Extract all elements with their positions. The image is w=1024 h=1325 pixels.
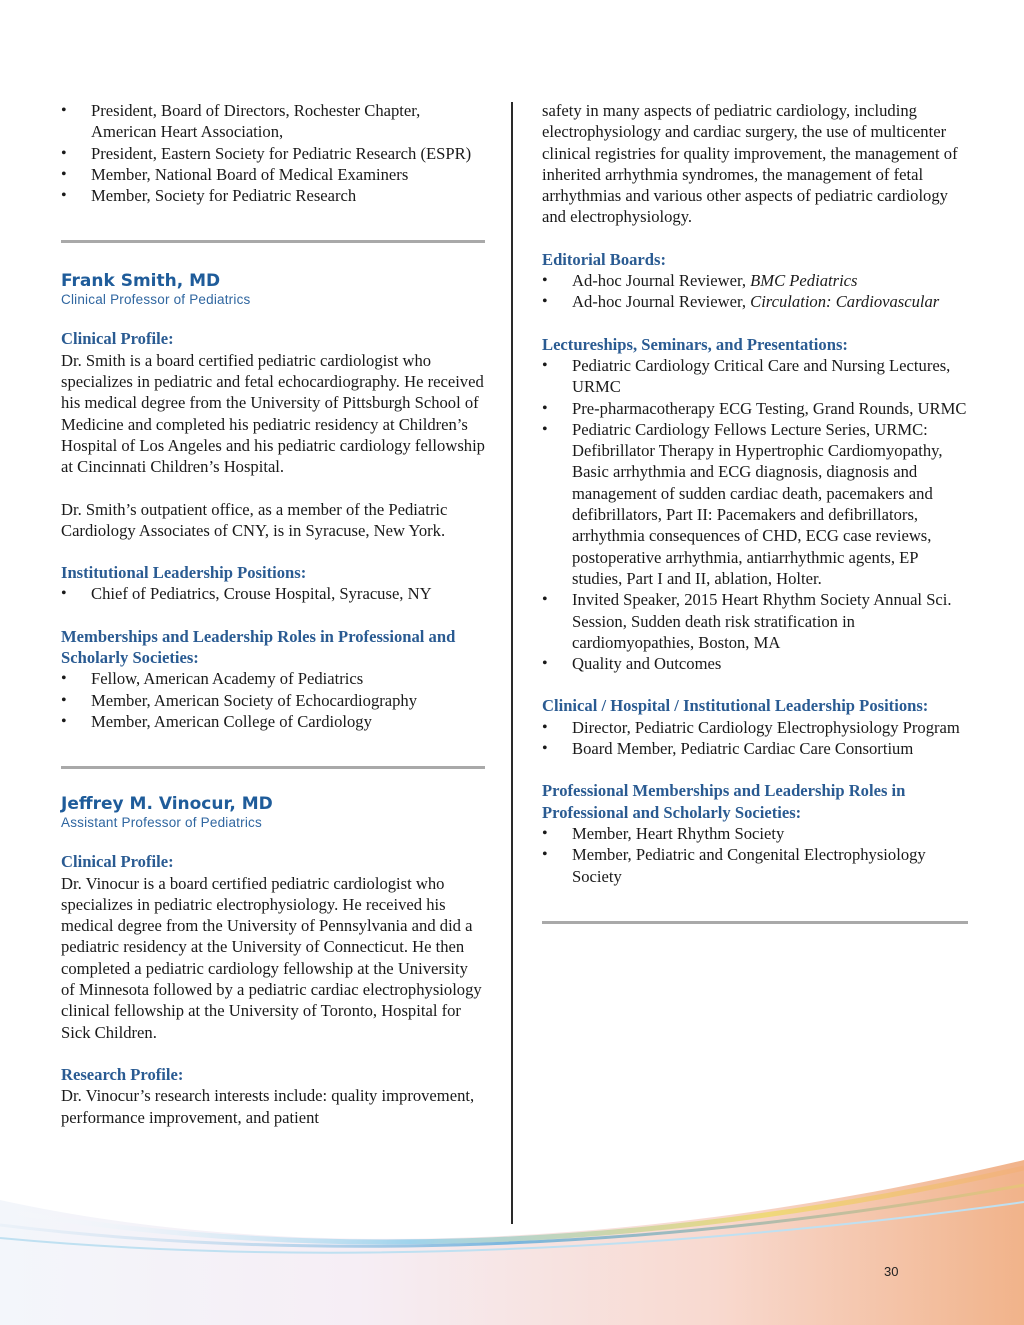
journal-name: BMC Pediatrics <box>750 271 858 291</box>
list-item: • Member, American Society of Echocardiography <box>61 690 485 711</box>
faculty-title-vinocur: Assistant Professor of Pediatrics <box>61 815 262 831</box>
institutional-leadership-list <box>61 583 485 604</box>
outpatient-office-text: Dr. Smith’s outpatient office, as a member of the Pediatric Cardiology Associates of CNY, is in Syracuse, New York. <box>61 499 448 540</box>
list-item: • Quality and Outcomes <box>542 653 968 674</box>
list-item: • President, Eastern Society for Pediatric Research (ESPR) <box>61 143 485 164</box>
list-item: • Pediatric Cardiology Critical Care and Nursing Lectures, URMC <box>542 355 968 398</box>
journal-name: Circulation: Cardiovascular <box>750 292 940 312</box>
clinical-profile-text: Dr. Smith is a board certified pediatric cardiologist who specializes in pediatric and fetal echocardiography. He received his medical degree from the University of Pittsburgh School of Medicine and completed his pediatric residency at Children’s Hospital of Los Angeles and his pediatric cardiology fellowship at Cincinnati Children’s Hospital. <box>61 350 485 477</box>
list-item: • Member, Heart Rhythm Society <box>542 823 968 844</box>
column-divider <box>511 102 513 1224</box>
list-item: • Ad-hoc Journal Reviewer, BMC Pediatrics <box>542 270 968 291</box>
research-profile-text: Dr. Vinocur’s research interests include: quality improvement, performance improvement, and patient <box>61 1086 475 1127</box>
list-item: • Member, Society for Pediatric Research <box>61 185 485 206</box>
faculty-title-smith: Clinical Professor of Pediatrics <box>61 292 251 308</box>
right-column <box>542 100 968 924</box>
list-item: • Director, Pediatric Cardiology Electrophysiology Program <box>542 717 968 738</box>
page-number: 30 <box>884 1264 899 1279</box>
faculty-name-smith: Frank Smith, MD <box>61 271 221 292</box>
list-item: • Pediatric Cardiology Fellows Lecture Series, URMC: Defibrillator Therapy in Hypertrophic Cardiomyopathy, Basic arrhythmia and ECG diagnosis, diagnosis and management of sudden cardiac death, pacemakers and defibrillators, Part II: Pacemakers and defibrillators, arrhythmia consequences of CHD, ECG case reviews, postoperative arrhythmia, antiarrhythmic agents, EP studies, Part I and II, ablation, Holter. <box>542 419 968 589</box>
list-item: • Board Member, Pediatric Cardiac Care Consortium <box>542 738 968 759</box>
list-item: • Pre-pharmacotherapy ECG Testing, Grand Rounds, URMC <box>542 398 968 419</box>
left-column <box>61 100 485 1128</box>
clinical-profile-text: Dr. Vinocur is a board certified pediatric cardiologist who specializes in pediatric electrophysiology. He received his medical degree from the University of Pennsylvania and did a pediatric residency at the University of Connecticut. He then completed a pediatric cardiology fellowship at the University of Minnesota followed by a pediatric cardiac electrophysiology clinical fellowship at the University of Toronto, Hospital for Sick Children. <box>61 873 482 1042</box>
professional-memberships-heading: Professional Memberships and Leadership Roles in Professional and Scholarly Societies: <box>542 781 906 822</box>
professional-memberships-list <box>542 823 968 887</box>
list-item: • Member, Pediatric and Congenital Electrophysiology Society <box>542 844 968 887</box>
memberships-list <box>61 668 485 732</box>
faculty-name-vinocur: Jeffrey M. Vinocur, MD <box>61 794 273 815</box>
clinical-leadership-heading: Clinical / Hospital / Institutional Leadership Positions: <box>542 696 929 716</box>
institutional-leadership-heading: Institutional Leadership Positions: <box>61 563 307 583</box>
section-divider <box>542 921 968 924</box>
memberships-heading: Memberships and Leadership Roles in Professional and Scholarly Societies: <box>61 626 456 668</box>
research-profile-heading: Research Profile: <box>61 1064 184 1084</box>
lectureships-heading: Lectureships, Seminars, and Presentations: <box>542 334 848 354</box>
lectureships-list <box>542 355 968 674</box>
list-item: • Fellow, American Academy of Pediatrics <box>61 668 485 689</box>
list-item: • Invited Speaker, 2015 Heart Rhythm Society Annual Sci. Session, Sudden death risk stratification in cardiomyopathies, Boston, MA <box>542 589 968 653</box>
list-item: • Ad-hoc Journal Reviewer, Circulation: Cardiovascular <box>542 291 968 312</box>
list-item: • Member, American College of Cardiology <box>61 711 485 732</box>
clinical-profile-heading: Clinical Profile: <box>61 852 174 872</box>
editorial-boards-heading: Editorial Boards: <box>542 249 666 269</box>
clinical-profile-heading: Clinical Profile: <box>61 329 174 349</box>
list-item: • Member, National Board of Medical Examiners <box>61 164 485 185</box>
list-item: • Chief of Pediatrics, Crouse Hospital, Syracuse, NY <box>61 583 485 604</box>
list-item: • President, Board of Directors, Rochester Chapter, American Heart Association, <box>61 100 485 143</box>
prior-profile-bullets <box>61 100 485 206</box>
research-profile-continued: safety in many aspects of pediatric cardiology, including electrophysiology and cardiac surgery, the use of multicenter clinical registries for quality improvement, the management of inherited arrhythmia syndromes, the management of fetal arrhythmias and various other aspects of pediatric cardiology and electrophysiology. <box>542 101 958 227</box>
clinical-leadership-list <box>542 717 968 760</box>
editorial-boards-list <box>542 270 968 313</box>
